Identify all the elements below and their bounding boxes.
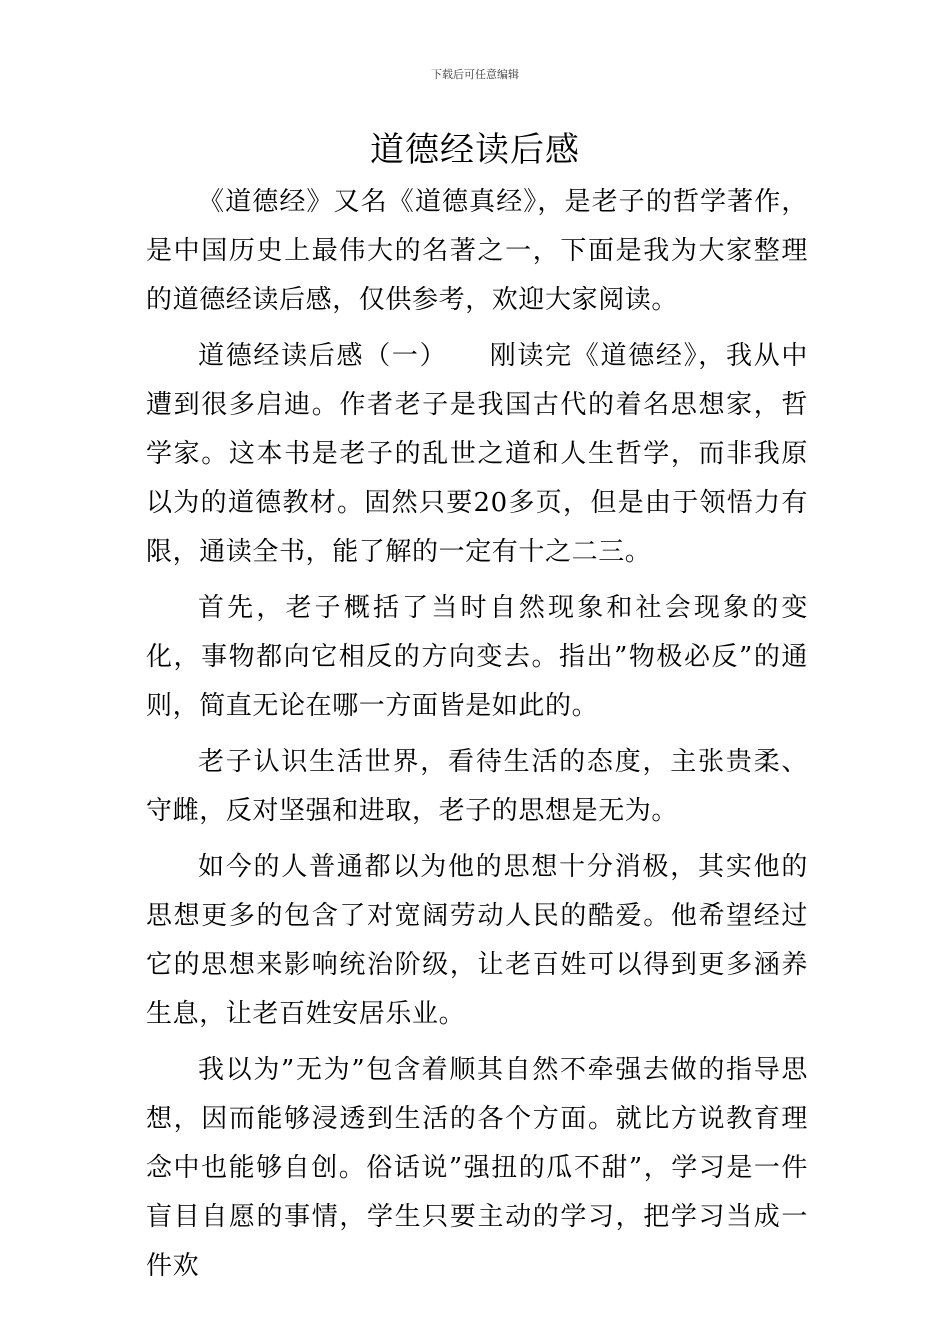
paragraph-first-point: 首先，老子概括了当时自然现象和社会现象的变化，事物都向它相反的方向变去。指出”物极必反”的通则，简直无论在哪一方面皆是如此的。 [146, 593, 808, 721]
document-body [146, 178, 808, 1298]
paragraph-intro: 《道德经》又名《道德真经》，是老子的哲学著作，是中国历史上最伟大的名著之一，下面是我为大家整理的道德经读后感，仅供参考，欢迎大家阅读。 [146, 187, 808, 315]
paragraph-section-one: 道德经读后感（一） 刚读完《道德经》，我从中遭到很多启迪。作者老子是我国古代的着名思想家，哲学家。这本书是老子的乱世之道和人生哲学，而非我原以为的道德教材。固然只要20多页，但是由于领悟力有限，通读全书，能了解的一定有十之二三。 [146, 341, 808, 567]
paragraph-wuwei: 我以为”无为”包含着顺其自然不牵强去做的指导思想，因而能够浸透到生活的各个方面。就比方说教育理念中也能够自创。俗话说”强扭的瓜不甜”，学习是一件盲目自愿的事情，学生只要主动的学习，把学习当成一件欢 [146, 1055, 808, 1281]
header-note: 下载后可任意编辑 [431, 68, 519, 81]
paragraph-people-love: 如今的人普通都以为他的思想十分消极，其实他的思想更多的包含了对宽阔劳动人民的酷爱。他希望经过它的思想来影响统治阶级，让老百姓可以得到更多涵养生息，让老百姓安居乐业。 [146, 852, 808, 1029]
document-title: 道德经读后感 [370, 130, 580, 170]
paragraph-life-attitude: 老子认识生活世界，看待生活的态度，主张贵柔、守雌，反对坚强和进取，老子的思想是无为。 [146, 747, 808, 826]
